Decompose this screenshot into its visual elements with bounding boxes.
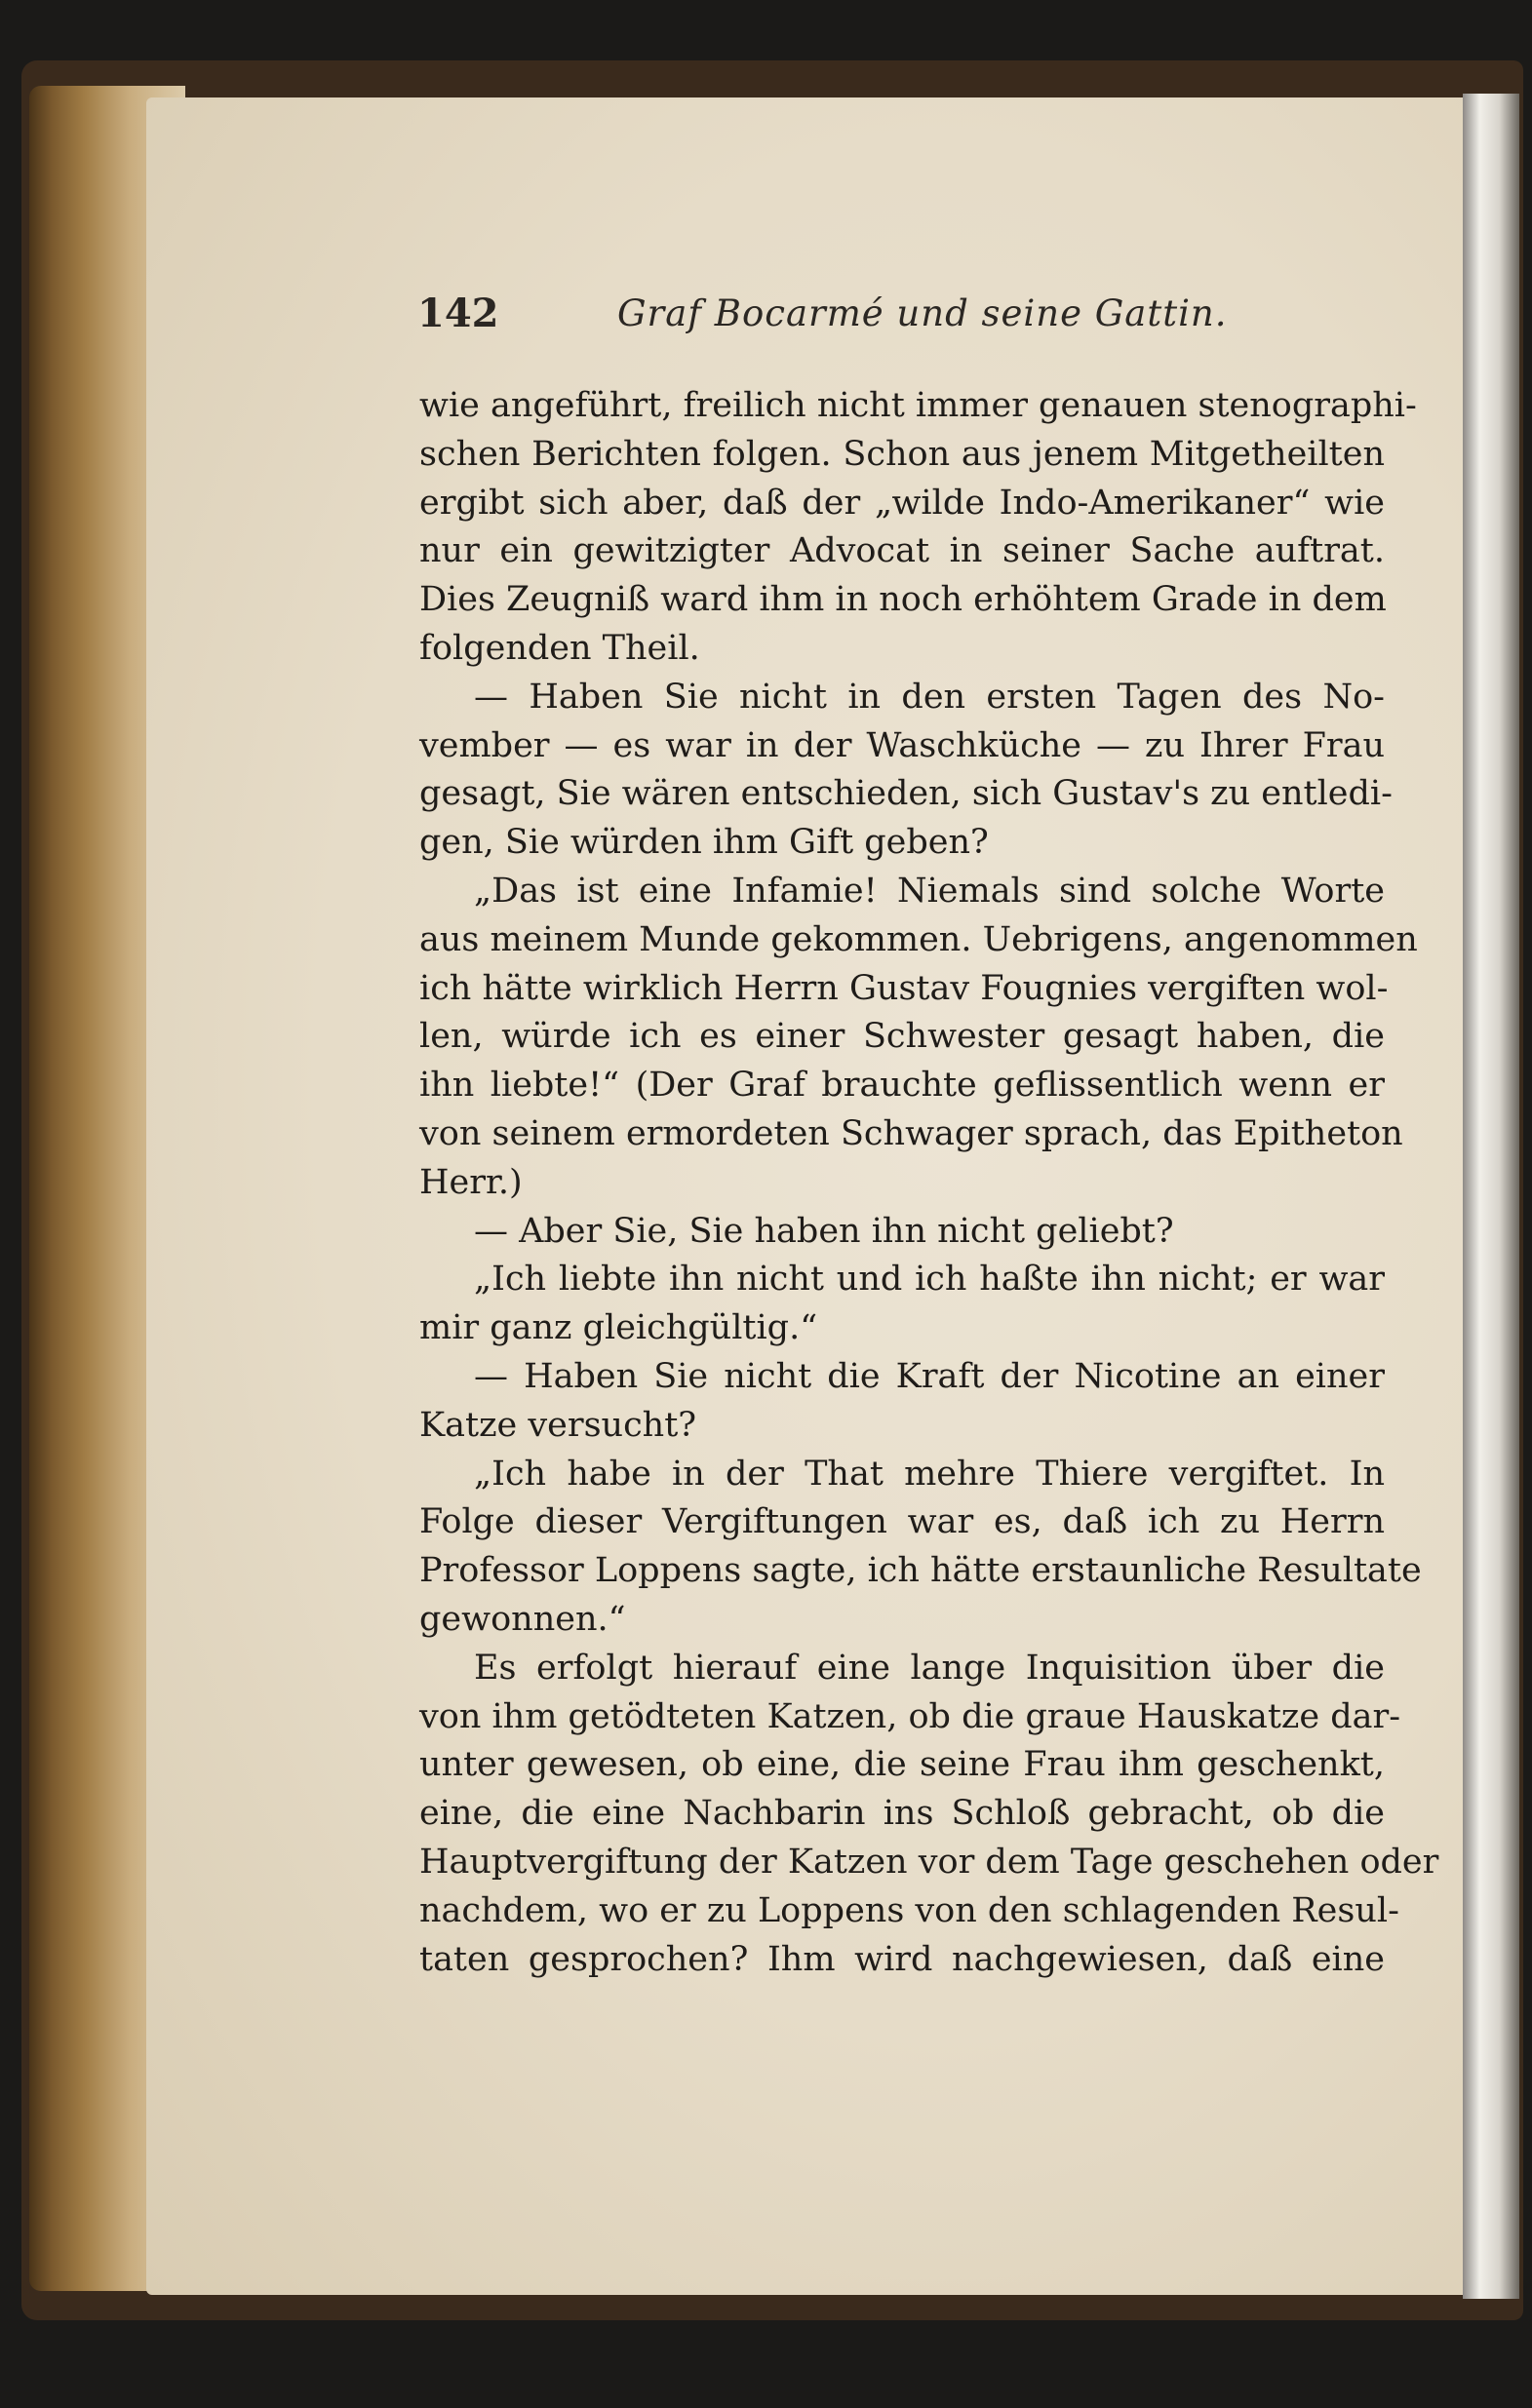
text-line: eine, die eine Nachbarin ins Schloß gebracht, ob die bbox=[419, 1794, 1385, 1834]
text-line: Katze versucht? bbox=[419, 1405, 697, 1445]
text-line: schen Berichten folgen. Schon aus jenem Mitgetheilten bbox=[419, 434, 1385, 474]
text-line: folgenden Theil. bbox=[419, 628, 700, 668]
running-title: Graf Bocarmé und seine Gattin. bbox=[617, 292, 1228, 334]
text-line: mir ganz gleichgültig.“ bbox=[419, 1308, 818, 1348]
text-line: von seinem ermordeten Schwager sprach, das Epitheton bbox=[419, 1113, 1403, 1153]
text-line: „Ich liebte ihn nicht und ich haßte ihn nicht; er war bbox=[474, 1260, 1385, 1300]
text-line: gesagt, Sie wären entschieden, sich Gustav's zu entledi- bbox=[419, 774, 1393, 814]
text-line: Es erfolgt hierauf eine lange Inquisition über die bbox=[474, 1648, 1385, 1688]
text-line: — Aber Sie, Sie haben ihn nicht geliebt? bbox=[474, 1211, 1174, 1251]
text-line: wie angeführt, freilich nicht immer genauen stenographi- bbox=[419, 386, 1417, 425]
text-line: ihn liebte!“ (Der Graf brauchte geflissentlich wenn er bbox=[419, 1066, 1385, 1106]
text-line: Hauptvergiftung der Katzen vor dem Tage geschehen oder bbox=[419, 1842, 1439, 1882]
text-line: ich hätte wirklich Herrn Gustav Fougnies vergiften wol- bbox=[419, 968, 1389, 1008]
page-number: 142 bbox=[417, 291, 499, 336]
page-header bbox=[417, 291, 1393, 349]
text-line: Folge dieser Vergiftungen war es, daß ich zu Herrn bbox=[419, 1502, 1385, 1542]
text-line: aus meinem Munde gekommen. Uebrigens, angenommen bbox=[419, 919, 1418, 959]
text-line: gewonnen.“ bbox=[419, 1599, 626, 1639]
text-line: Professor Loppens sagte, ich hätte erstaunliche Resultate bbox=[419, 1551, 1422, 1591]
text-line: „Ich habe in der That mehre Thiere vergiftet. In bbox=[474, 1454, 1385, 1494]
text-line: — Haben Sie nicht in den ersten Tagen des No- bbox=[474, 677, 1385, 717]
text-line: gen, Sie würden ihm Gift geben? bbox=[419, 823, 989, 863]
book-spine-gutter bbox=[1463, 94, 1519, 2299]
text-line: nachdem, wo er zu Loppens von den schlagenden Resul- bbox=[419, 1890, 1399, 1930]
text-line: von ihm getödteten Katzen, ob die graue Hauskatze dar- bbox=[419, 1696, 1401, 1736]
text-line: unter gewesen, ob eine, die seine Frau ihm geschenkt, bbox=[419, 1745, 1385, 1785]
text-line: ergibt sich aber, daß der „wilde Indo-Amerikaner“ wie bbox=[419, 483, 1385, 523]
text-line: len, würde ich es einer Schwester gesagt haben, die bbox=[419, 1017, 1385, 1057]
text-line: Dies Zeugniß ward ihm in noch erhöhtem Grade in dem bbox=[419, 580, 1387, 620]
body-text bbox=[419, 382, 1439, 1984]
text-line: nur ein gewitzigter Advocat in seiner Sache auftrat. bbox=[419, 531, 1385, 571]
text-line: Herr.) bbox=[419, 1162, 523, 1202]
text-line: taten gesprochen? Ihm wird nachgewiesen, daß eine bbox=[419, 1939, 1385, 1979]
text-line: „Das ist eine Infamie! Niemals sind solche Worte bbox=[474, 871, 1385, 911]
text-line: — Haben Sie nicht die Kraft der Nicotine an einer bbox=[474, 1356, 1385, 1396]
text-line: vember — es war in der Waschküche — zu Ihrer Frau bbox=[419, 725, 1385, 765]
